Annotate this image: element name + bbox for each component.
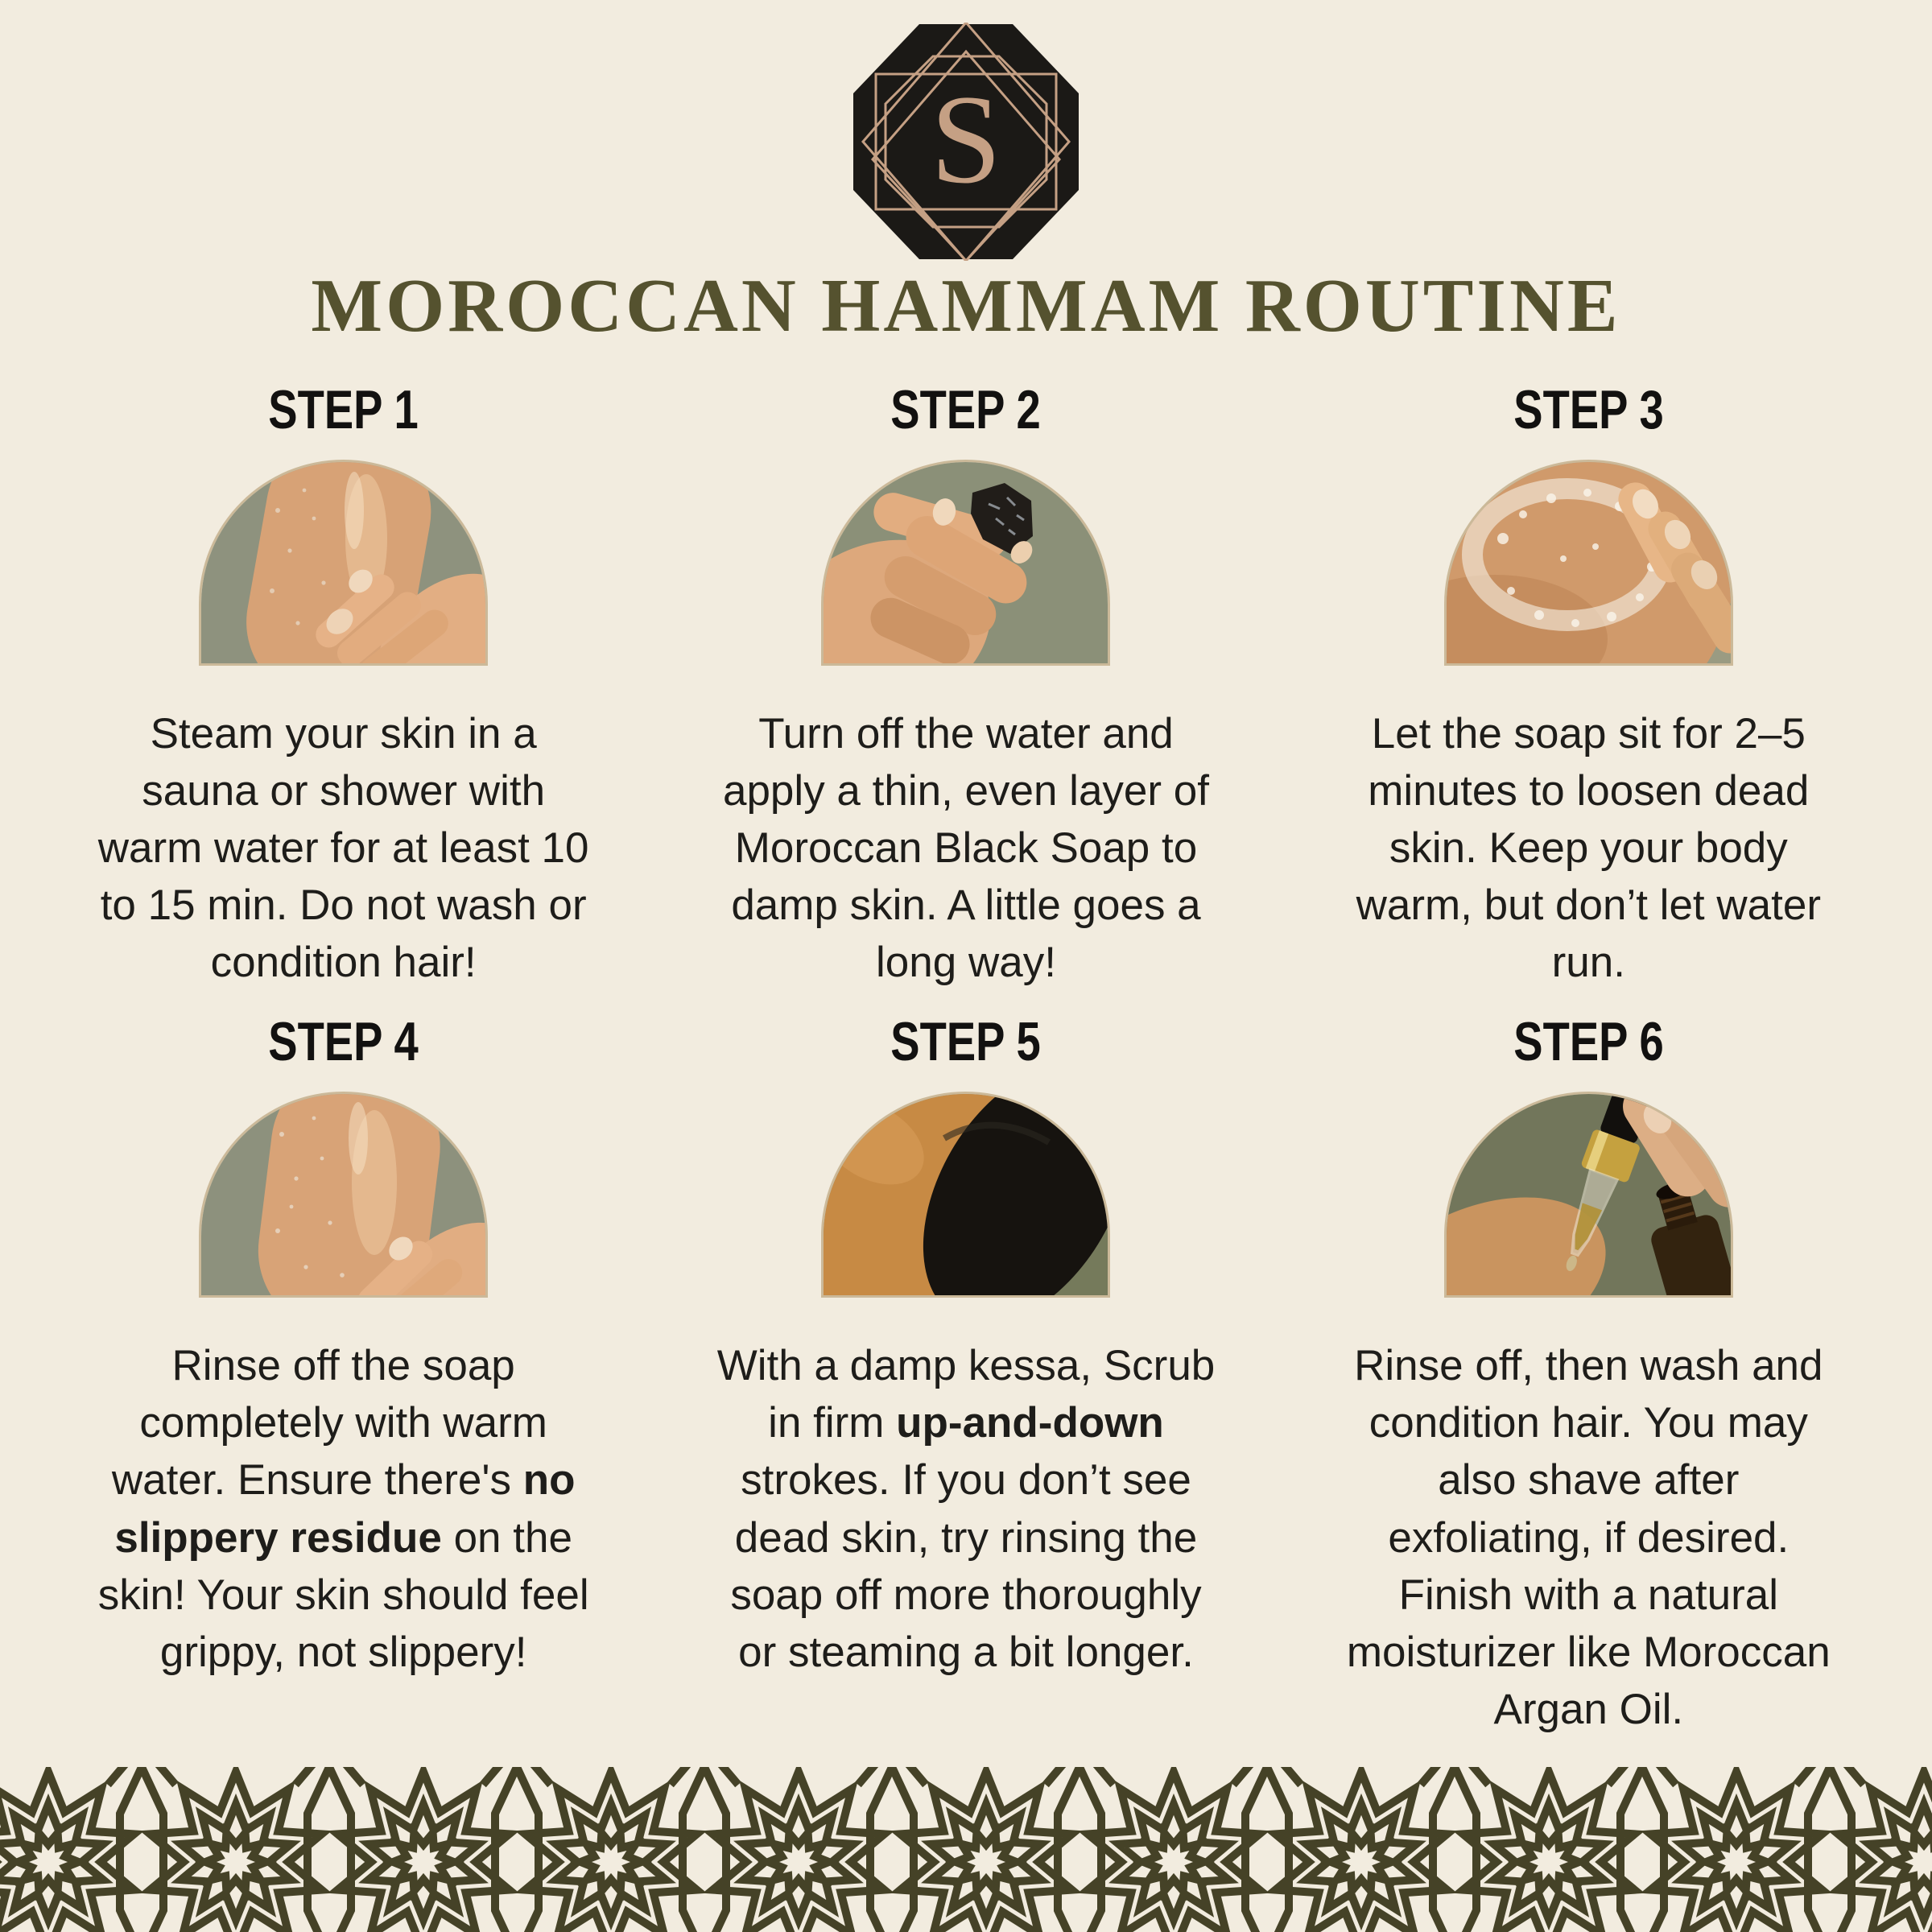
- page-title: MOROCCAN HAMMAM ROUTINE: [311, 264, 1621, 348]
- black-soap-illustration: [824, 462, 1108, 663]
- brand-logo: [0, 23, 1932, 261]
- step-2-label: STEP 2: [890, 379, 1042, 440]
- brand-monogram: S: [931, 69, 1001, 210]
- shower-arm-illustration: [201, 462, 485, 663]
- step-5-description: With a damp kessa, Scrub in firm up-and-down strokes. If you don’t see dead skin, try rinsing the soap off more thoroughly or steaming a bit longer.: [716, 1342, 1216, 1676]
- step-6-photo: [1447, 1094, 1731, 1295]
- step-card-1: [32, 378, 654, 991]
- step-5-label: STEP 5: [890, 1011, 1042, 1073]
- step-4-photo: [201, 1094, 485, 1295]
- soapy-arm-illustration: [1447, 462, 1731, 663]
- moroccan-star-border-pattern: [0, 1767, 1932, 1932]
- step-2-photo: [824, 462, 1108, 663]
- step-4-label: STEP 4: [268, 1011, 419, 1073]
- rinsing-arm-illustration: [201, 1094, 485, 1295]
- step-1-label: STEP 1: [268, 379, 419, 440]
- step-1-photo: [201, 462, 485, 663]
- argan-oil-dropper-illustration: [1447, 1094, 1731, 1295]
- step-3-photo: [1447, 462, 1731, 663]
- step-6-label: STEP 6: [1513, 1011, 1664, 1073]
- step-card-2: [654, 378, 1277, 991]
- step-1-description: Steam your skin in a sauna or shower with warm water for at least 10 to 15 min. Do not wash or condition hair!: [97, 710, 589, 987]
- step-4-description: Rinse off the soap completely with warm water. Ensure there's no slippery residue on the skin! Your skin should feel grippy, not slippery!: [97, 1342, 589, 1676]
- monogram-badge-icon: [852, 23, 1080, 261]
- step-card-3: [1278, 378, 1900, 991]
- steps-grid: [32, 378, 1900, 1738]
- step-card-6: [1278, 1010, 1900, 1737]
- step-3-description: Let the soap sit for 2–5 minutes to loosen dead skin. Keep your body warm, but don’t let water run.: [1356, 710, 1821, 987]
- step-6-description: Rinse off, then wash and condition hair. You may also shave after exfoliating, if desired. Finish with a natural moisturizer like Moroccan Argan Oil.: [1346, 1342, 1831, 1733]
- step-5-photo: [824, 1094, 1108, 1295]
- step-3-label: STEP 3: [1513, 379, 1664, 440]
- step-card-5: [654, 1010, 1277, 1737]
- kessa-glove-illustration: [824, 1094, 1108, 1295]
- step-card-4: [32, 1010, 654, 1737]
- step-2-description: Turn off the water and apply a thin, even layer of Moroccan Black Soap to damp skin. A little goes a long way!: [722, 710, 1209, 987]
